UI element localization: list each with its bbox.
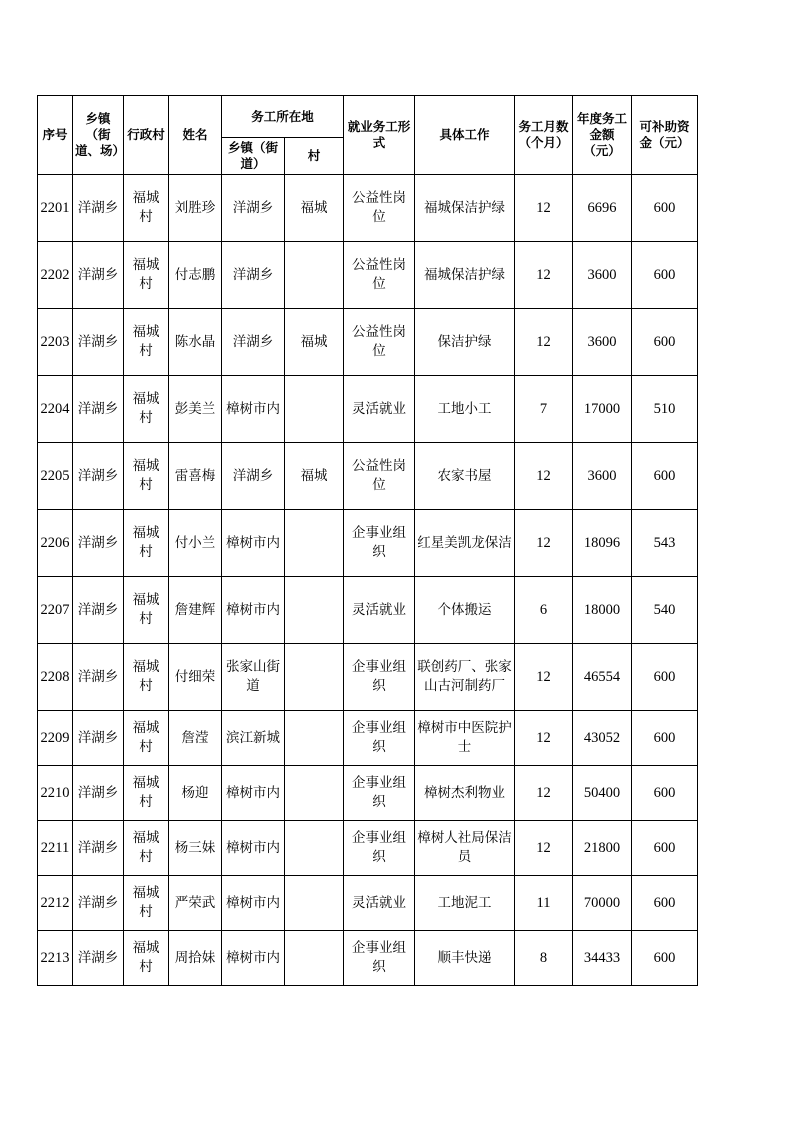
cell-employment-form: 企事业组织 <box>344 644 415 711</box>
cell-subsidy: 600 <box>632 766 698 821</box>
cell-work-village: 福城 <box>285 443 344 510</box>
cell-employment-form: 企事业组织 <box>344 931 415 986</box>
cell-subsidy: 600 <box>632 821 698 876</box>
cell-months: 7 <box>515 376 573 443</box>
cell-work-town: 洋湖乡 <box>222 309 285 376</box>
cell-subsidy: 543 <box>632 510 698 577</box>
cell-subsidy: 600 <box>632 443 698 510</box>
cell-seq: 2209 <box>38 711 73 766</box>
cell-name: 付细荣 <box>169 644 222 711</box>
cell-seq: 2204 <box>38 376 73 443</box>
cell-work-village <box>285 711 344 766</box>
table-row <box>38 242 698 309</box>
cell-name: 付志鹏 <box>169 242 222 309</box>
cell-subsidy: 600 <box>632 711 698 766</box>
cell-work-village <box>285 376 344 443</box>
header-seq: 序号 <box>38 96 73 175</box>
cell-employment-form: 公益性岗位 <box>344 309 415 376</box>
cell-township: 洋湖乡 <box>73 577 124 644</box>
cell-income: 18000 <box>573 577 632 644</box>
cell-name: 陈水晶 <box>169 309 222 376</box>
cell-income: 3600 <box>573 309 632 376</box>
cell-work-village <box>285 644 344 711</box>
cell-employment-form: 企事业组织 <box>344 711 415 766</box>
cell-job: 顺丰快递 <box>415 931 515 986</box>
cell-village: 福城村 <box>124 242 169 309</box>
table-row <box>38 766 698 821</box>
cell-township: 洋湖乡 <box>73 821 124 876</box>
cell-job: 农家书屋 <box>415 443 515 510</box>
cell-township: 洋湖乡 <box>73 175 124 242</box>
cell-seq: 2211 <box>38 821 73 876</box>
cell-name: 杨迎 <box>169 766 222 821</box>
cell-name: 詹建辉 <box>169 577 222 644</box>
cell-months: 12 <box>515 644 573 711</box>
cell-township: 洋湖乡 <box>73 376 124 443</box>
cell-employment-form: 灵活就业 <box>344 577 415 644</box>
cell-income: 21800 <box>573 821 632 876</box>
cell-employment-form: 企事业组织 <box>344 821 415 876</box>
cell-work-village <box>285 931 344 986</box>
cell-seq: 2208 <box>38 644 73 711</box>
cell-work-village <box>285 766 344 821</box>
cell-income: 70000 <box>573 876 632 931</box>
header-township: 乡镇（街道、场） <box>73 96 124 175</box>
cell-name: 杨三妹 <box>169 821 222 876</box>
cell-work-village <box>285 821 344 876</box>
cell-name: 严荣武 <box>169 876 222 931</box>
cell-name: 刘胜珍 <box>169 175 222 242</box>
cell-employment-form: 企事业组织 <box>344 766 415 821</box>
cell-months: 6 <box>515 577 573 644</box>
table-row <box>38 510 698 577</box>
cell-work-village <box>285 876 344 931</box>
header-name: 姓名 <box>169 96 222 175</box>
cell-subsidy: 600 <box>632 931 698 986</box>
cell-subsidy: 540 <box>632 577 698 644</box>
cell-job: 个体搬运 <box>415 577 515 644</box>
cell-work-town: 樟树市内 <box>222 931 285 986</box>
cell-job: 联创药厂、张家山古河制药厂 <box>415 644 515 711</box>
cell-village: 福城村 <box>124 577 169 644</box>
cell-work-village: 福城 <box>285 175 344 242</box>
cell-income: 46554 <box>573 644 632 711</box>
cell-work-town: 樟树市内 <box>222 376 285 443</box>
cell-name: 詹滢 <box>169 711 222 766</box>
cell-village: 福城村 <box>124 376 169 443</box>
header-workplace: 务工所在地 <box>222 96 344 138</box>
cell-employment-form: 灵活就业 <box>344 876 415 931</box>
cell-subsidy: 600 <box>632 644 698 711</box>
cell-work-town: 樟树市内 <box>222 821 285 876</box>
table-row <box>38 876 698 931</box>
cell-work-town: 洋湖乡 <box>222 175 285 242</box>
cell-seq: 2205 <box>38 443 73 510</box>
cell-village: 福城村 <box>124 931 169 986</box>
cell-village: 福城村 <box>124 309 169 376</box>
cell-work-town: 樟树市内 <box>222 876 285 931</box>
header-subsidy: 可补助资金（元） <box>632 96 698 175</box>
cell-name: 周拾妹 <box>169 931 222 986</box>
cell-work-town: 樟树市内 <box>222 577 285 644</box>
table-row <box>38 309 698 376</box>
cell-seq: 2206 <box>38 510 73 577</box>
cell-seq: 2201 <box>38 175 73 242</box>
cell-months: 11 <box>515 876 573 931</box>
cell-seq: 2213 <box>38 931 73 986</box>
cell-income: 3600 <box>573 242 632 309</box>
cell-subsidy: 600 <box>632 876 698 931</box>
cell-job: 樟树市中医院护士 <box>415 711 515 766</box>
cell-work-town: 樟树市内 <box>222 766 285 821</box>
table-row <box>38 644 698 711</box>
cell-seq: 2212 <box>38 876 73 931</box>
cell-income: 50400 <box>573 766 632 821</box>
cell-subsidy: 600 <box>632 309 698 376</box>
cell-village: 福城村 <box>124 175 169 242</box>
cell-village: 福城村 <box>124 766 169 821</box>
cell-income: 17000 <box>573 376 632 443</box>
cell-village: 福城村 <box>124 711 169 766</box>
cell-income: 34433 <box>573 931 632 986</box>
cell-seq: 2207 <box>38 577 73 644</box>
cell-village: 福城村 <box>124 821 169 876</box>
cell-subsidy: 600 <box>632 242 698 309</box>
table-row <box>38 175 698 242</box>
cell-job: 红星美凯龙保洁 <box>415 510 515 577</box>
cell-subsidy: 600 <box>632 175 698 242</box>
cell-township: 洋湖乡 <box>73 309 124 376</box>
cell-village: 福城村 <box>124 443 169 510</box>
cell-income: 18096 <box>573 510 632 577</box>
cell-township: 洋湖乡 <box>73 443 124 510</box>
cell-work-village: 福城 <box>285 309 344 376</box>
cell-village: 福城村 <box>124 876 169 931</box>
cell-employment-form: 公益性岗位 <box>344 443 415 510</box>
cell-name: 雷喜梅 <box>169 443 222 510</box>
cell-township: 洋湖乡 <box>73 711 124 766</box>
table-row <box>38 443 698 510</box>
header-months: 务工月数（个月） <box>515 96 573 175</box>
cell-months: 12 <box>515 766 573 821</box>
cell-work-village <box>285 510 344 577</box>
cell-months: 12 <box>515 510 573 577</box>
cell-job: 福城保洁护绿 <box>415 242 515 309</box>
cell-subsidy: 510 <box>632 376 698 443</box>
cell-name: 彭美兰 <box>169 376 222 443</box>
cell-work-village <box>285 242 344 309</box>
cell-employment-form: 企事业组织 <box>344 510 415 577</box>
cell-work-village <box>285 577 344 644</box>
table-row <box>38 376 698 443</box>
cell-months: 12 <box>515 175 573 242</box>
cell-income: 3600 <box>573 443 632 510</box>
header-workplace-village: 村 <box>285 138 344 175</box>
cell-work-town: 滨江新城 <box>222 711 285 766</box>
header-village: 行政村 <box>124 96 169 175</box>
cell-work-town: 张家山街道 <box>222 644 285 711</box>
cell-job: 福城保洁护绿 <box>415 175 515 242</box>
cell-months: 8 <box>515 931 573 986</box>
cell-seq: 2210 <box>38 766 73 821</box>
cell-work-town: 樟树市内 <box>222 510 285 577</box>
cell-township: 洋湖乡 <box>73 876 124 931</box>
cell-employment-form: 公益性岗位 <box>344 242 415 309</box>
cell-township: 洋湖乡 <box>73 242 124 309</box>
cell-months: 12 <box>515 443 573 510</box>
cell-seq: 2202 <box>38 242 73 309</box>
employment-subsidy-table <box>37 95 698 986</box>
cell-income: 6696 <box>573 175 632 242</box>
header-workplace-township: 乡镇（街道） <box>222 138 285 175</box>
cell-job: 保洁护绿 <box>415 309 515 376</box>
cell-income: 43052 <box>573 711 632 766</box>
cell-village: 福城村 <box>124 644 169 711</box>
cell-name: 付小兰 <box>169 510 222 577</box>
header-job: 具体工作 <box>415 96 515 175</box>
cell-job: 工地泥工 <box>415 876 515 931</box>
cell-seq: 2203 <box>38 309 73 376</box>
cell-township: 洋湖乡 <box>73 510 124 577</box>
cell-months: 12 <box>515 711 573 766</box>
cell-township: 洋湖乡 <box>73 931 124 986</box>
cell-work-town: 洋湖乡 <box>222 443 285 510</box>
cell-job: 工地小工 <box>415 376 515 443</box>
cell-village: 福城村 <box>124 510 169 577</box>
cell-township: 洋湖乡 <box>73 766 124 821</box>
cell-employment-form: 公益性岗位 <box>344 175 415 242</box>
header-employment-form: 就业务工形式 <box>344 96 415 175</box>
header-income: 年度务工金额（元） <box>573 96 632 175</box>
cell-months: 12 <box>515 309 573 376</box>
cell-employment-form: 灵活就业 <box>344 376 415 443</box>
table-row <box>38 931 698 986</box>
cell-job: 樟树杰利物业 <box>415 766 515 821</box>
table-row <box>38 821 698 876</box>
cell-job: 樟树人社局保洁员 <box>415 821 515 876</box>
cell-work-town: 洋湖乡 <box>222 242 285 309</box>
table-row <box>38 711 698 766</box>
cell-months: 12 <box>515 242 573 309</box>
cell-months: 12 <box>515 821 573 876</box>
table-row <box>38 577 698 644</box>
cell-township: 洋湖乡 <box>73 644 124 711</box>
